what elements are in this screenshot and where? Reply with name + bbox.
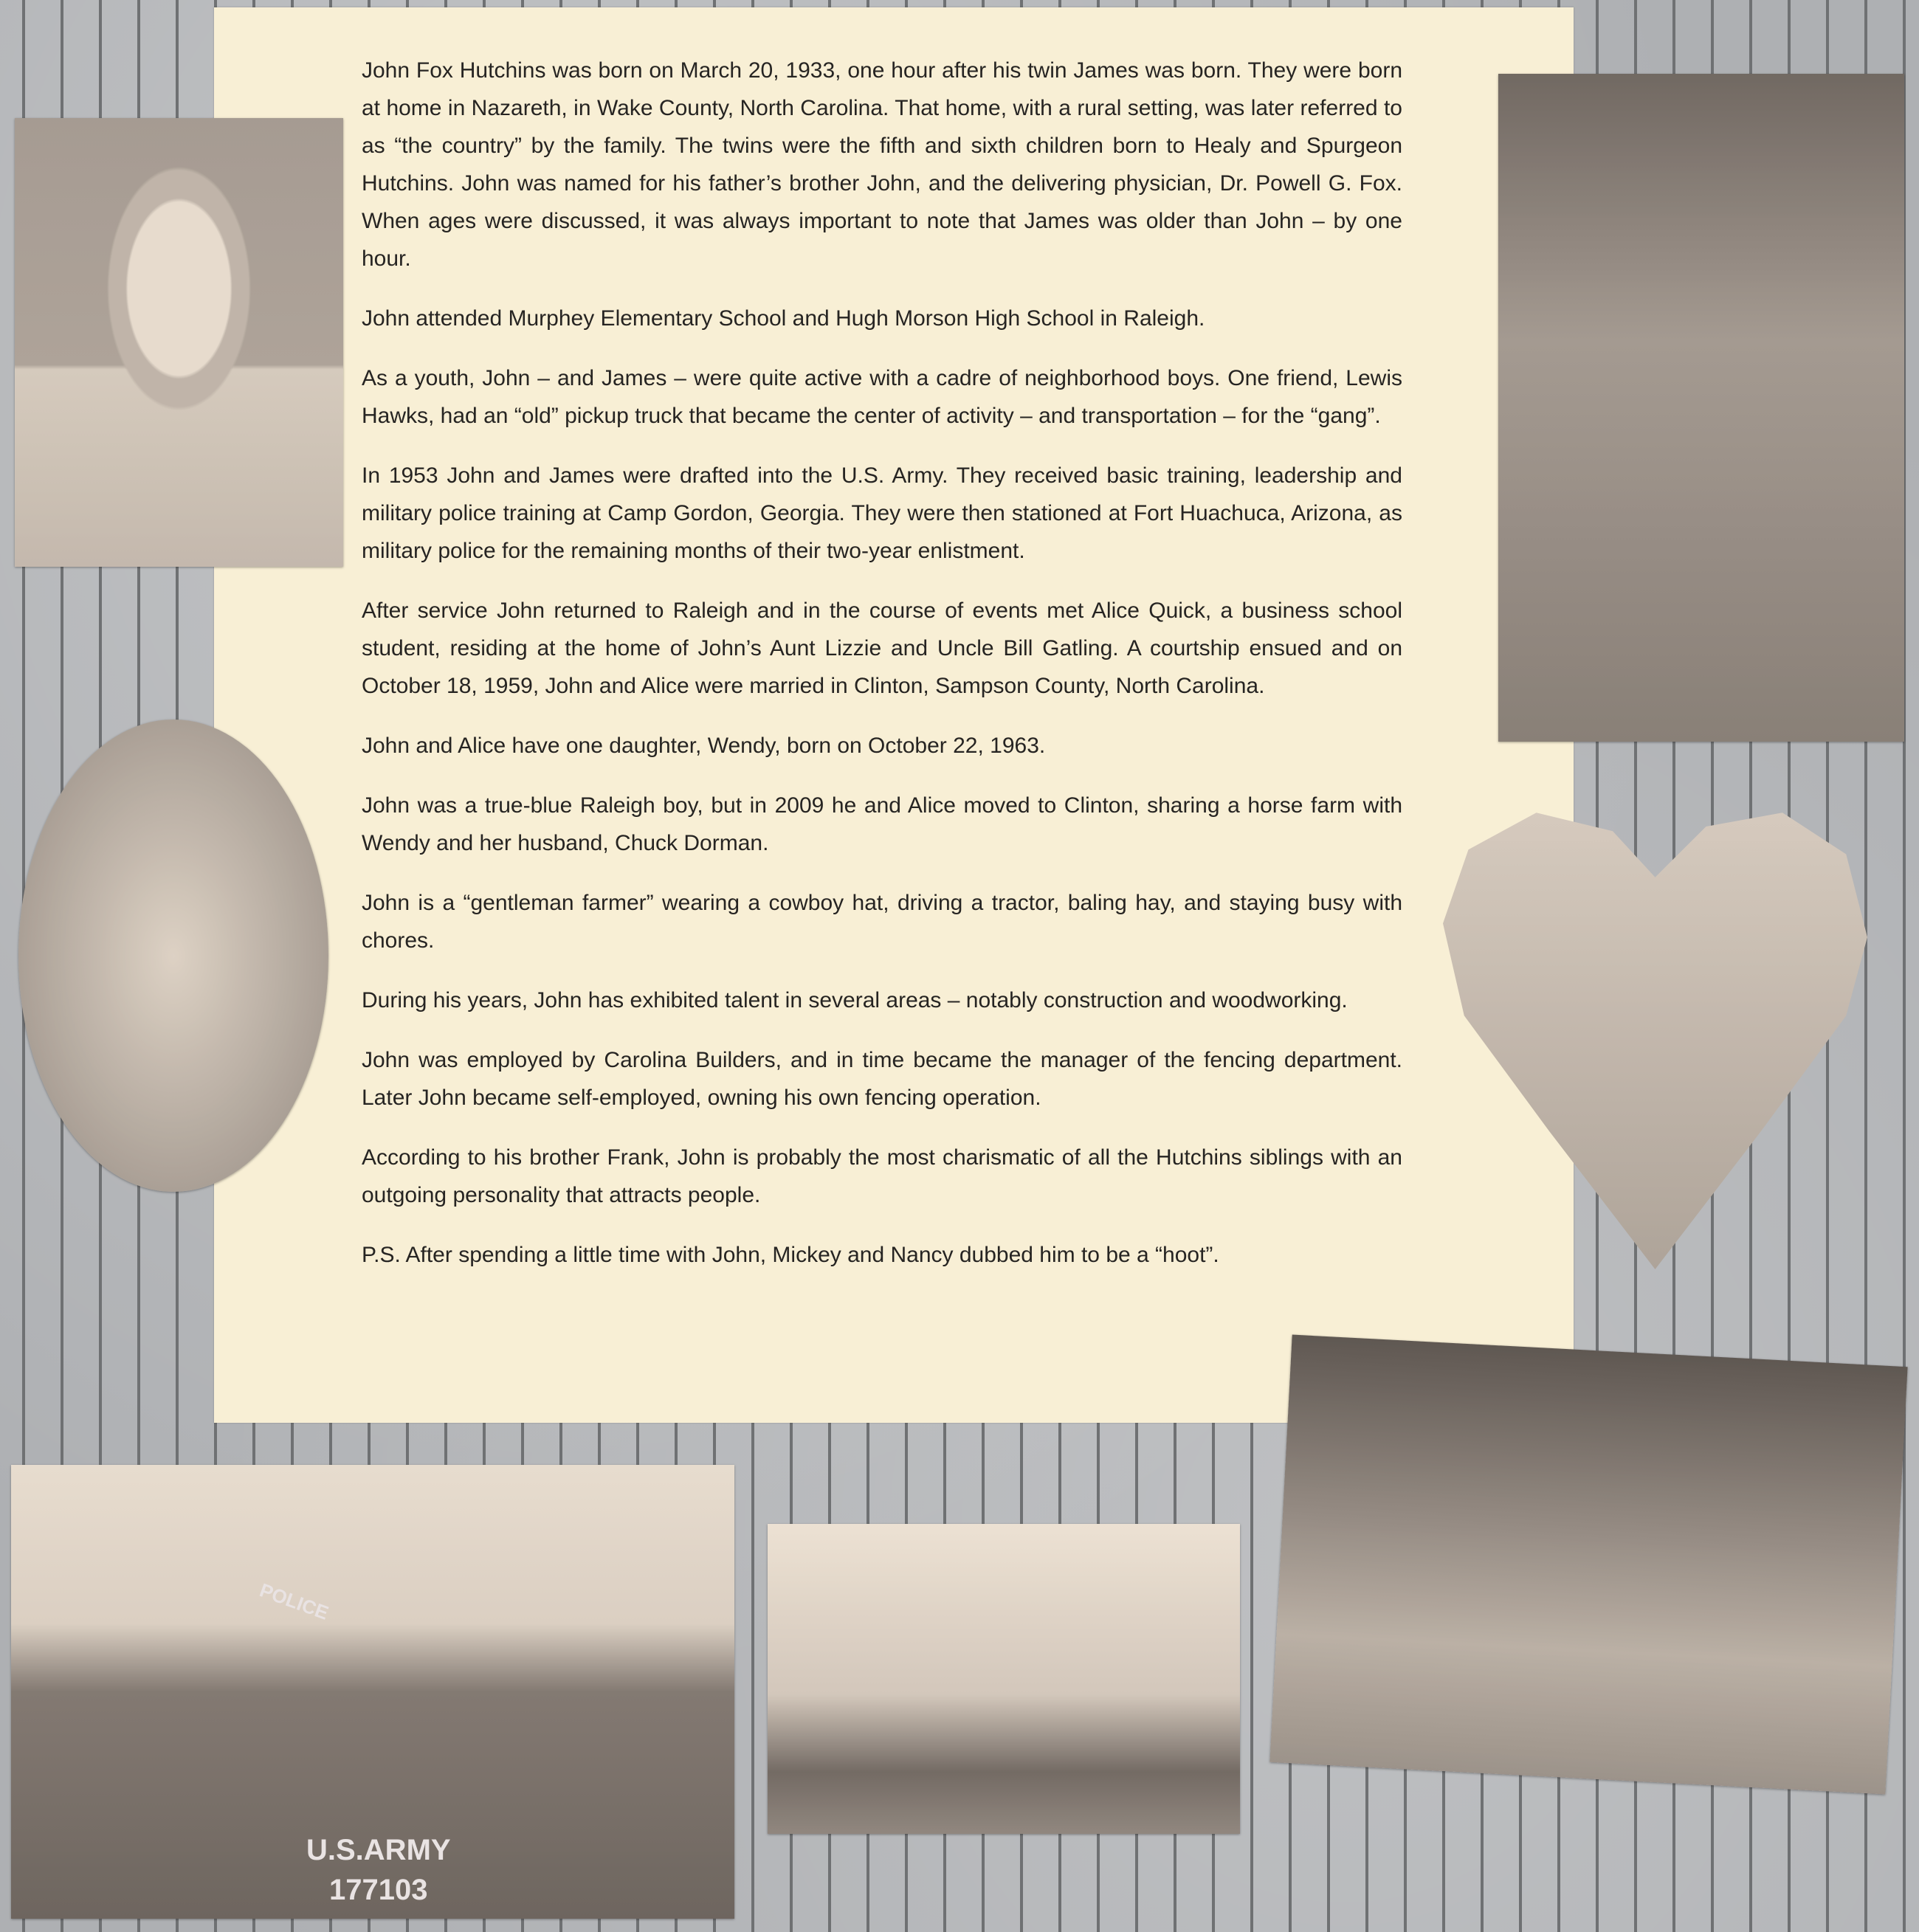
bio-paragraph: John Fox Hutchins was born on March 20, 1933, one hour after his twin James was born. They were born at home in Nazareth, in Wake County, North Carolina. That home, with a rural setting, was later referred to as “the country” by the family. The twins were the fifth and sixth children born to Healy and Spurgeon Hutchins. John was named for his father’s brother John, and the delivering physician, Dr. Powell G. Fox. When ages were discussed, it was always important to note that James was older than John – by one hour. — [362, 58, 1402, 271]
bio-paragraph: John was a true-blue Raleigh boy, but in 2009 he and Alice moved to Clinton, sharing a horse farm with Wendy and her husband, Chuck Dorman. — [362, 793, 1402, 855]
biography-text — [362, 52, 1402, 1296]
army-door-text: U.S.ARMY — [306, 1834, 451, 1866]
army-vehicle-number: 177103 — [329, 1874, 428, 1906]
vintage-car-photo — [1269, 1335, 1907, 1795]
wedding-oval-photo — [18, 720, 328, 1192]
bio-paragraph: After service John returned to Raleigh and in the course of events met Alice Quick, a business school student, residing at the home of John’s Aunt Lizzie and Uncle Bill Gatling. A courtship ensued and on October 18, 1959, John and Alice were married in Clinton, Sampson County, North Carolina. — [362, 598, 1402, 698]
desk-nap-photo — [768, 1524, 1240, 1834]
bio-paragraph: In 1953 John and James were drafted into the U.S. Army. They received basic training, leadership and military police training at Camp Gordon, Georgia. They were then stationed at Fort Huachuca, Arizona, as military police for the remaining months of their two-year enlistment. — [362, 463, 1402, 563]
portrait-photo — [15, 118, 343, 567]
bio-paragraph: John attended Murphey Elementary School and Hugh Morson High School in Raleigh. — [362, 306, 1205, 331]
bio-paragraph: During his years, John has exhibited talent in several areas – notably construction and woodworking. — [362, 988, 1348, 1012]
bio-paragraph: As a youth, John – and James – were quite active with a cadre of neighborhood boys. One friend, Lewis Hawks, had an “old” pickup truck that became the center of activity – and transportation – for the “gang”. — [362, 366, 1402, 428]
bio-paragraph: P.S. After spending a little time with John, Mickey and Nancy dubbed him to be a “hoot”. — [362, 1243, 1219, 1267]
bio-paragraph: John and Alice have one daughter, Wendy, born on October 22, 1963. — [362, 734, 1046, 758]
bio-paragraph: John was employed by Carolina Builders, and in time became the manager of the fencing department. Later John became self-employed, owning his own fencing operation. — [362, 1048, 1402, 1110]
bio-paragraph: John is a “gentleman farmer” wearing a cowboy hat, driving a tractor, baling hay, and staying busy with chores. — [362, 891, 1402, 953]
bio-paragraph: According to his brother Frank, John is probably the most charismatic of all the Hutchins siblings with an outgoing personality that attracts people. — [362, 1145, 1402, 1207]
police-roof-text: POLICE — [256, 1579, 332, 1624]
army-door-marking — [306, 1830, 451, 1910]
sailor-boy-photo — [1498, 74, 1904, 742]
